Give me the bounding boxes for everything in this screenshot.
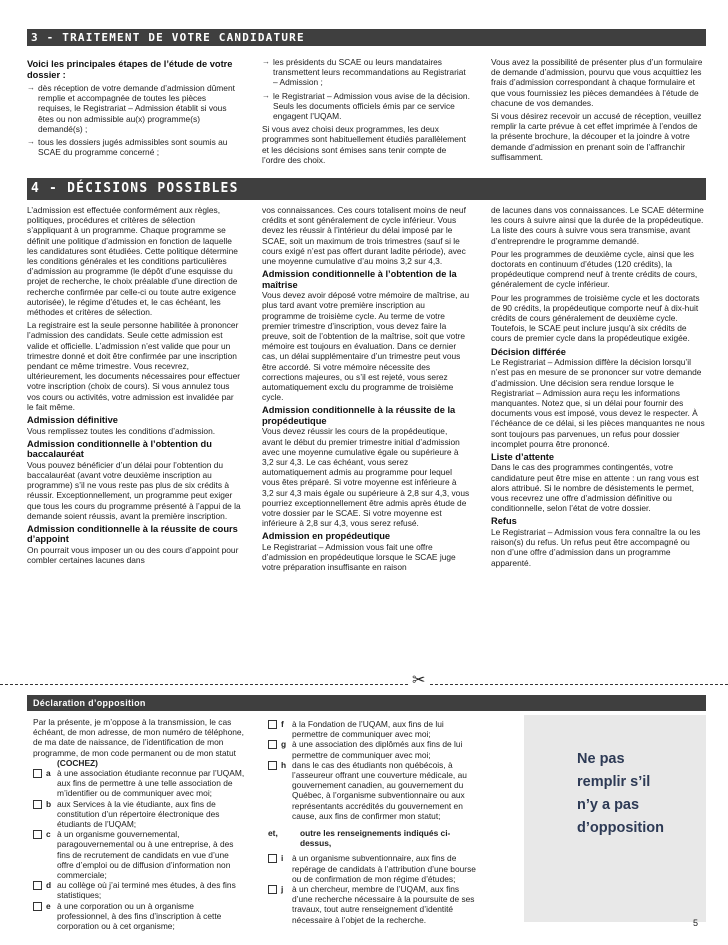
declaration-title: Déclaration d’opposition: [27, 695, 706, 711]
opposition-text-d: au collège où j’ai terminé mes études, à des fins statistiques;: [57, 880, 236, 901]
et-text: outre les renseignements indiqués ci-dessus,: [300, 828, 451, 849]
notice-line-4: d’opposition: [577, 820, 664, 836]
dashed-divider: [0, 684, 728, 685]
letter-h: h: [281, 759, 287, 770]
section3-col2: [262, 57, 470, 168]
section3-step-1: → dès réception de votre demande d’admission dûment remplie et accompagnée de toutes les pièces requises, le Registrariat – Admission établit si vous êtes ou non admissible au(x) programme(s) demandé(s) ;: [27, 83, 235, 134]
scissors-icon: ✂: [408, 672, 429, 690]
opposition-item-d: [33, 880, 245, 900]
text-decision-differee: Le Registrariat – Admission diffère la décision lorsqu’il n’est pas en mesure de se prononcer sur votre demande d’admission. Une décision sera rendue lorsque le Registrariat – Admission aura reçu les informations manquantes. Notez que, si un délai pour fournir des documents vous est imposé, vous devez le respecter. À l’échéance de ce délai, si les pièces manquantes ne nous sont toujours pas parvenues, un refus pour dossier incomplet pourra être prononcé.: [491, 357, 705, 449]
heading-conditionnelle-maitrise: Admission conditionnelle à l’obtention de la maîtrise: [262, 269, 457, 290]
opposition-text-g: à une association des diplômés aux fins de lui permettre de communiquer avec moi;: [292, 739, 463, 760]
declaration-col1: [33, 717, 245, 931]
heading-en-propedeutique: Admission en propédeutique: [262, 531, 391, 542]
section3-col3-para-2: Si vous désirez recevoir un accusé de réception, veuillez remplir la carte prévue à cet effet imprimée à l’endos de la présente brochure, la découper et la joindre à votre demande d’admission en prenant soin de l’affranchir suffisamment.: [491, 111, 702, 162]
text-liste-attente: Dans le cas des programmes contingentés, votre candidature peut être mise en attente : un rang vous est alors attribué. Si le nombre de désistements le permet, vous recevrez une offre d’admission définitive ou conditionnelle, selon l’état de votre dossier.: [491, 462, 699, 514]
checkbox-d[interactable]: [33, 881, 42, 890]
page-number: 5: [693, 918, 699, 928]
section3-step-3: → les présidents du SCAE ou leurs mandataires transmettent leurs recommandations au Registrariat – Admission ;: [262, 57, 470, 88]
heading-conditionnelle-bac: Admission conditionnelle à l’obtention du baccalauréat: [27, 438, 212, 460]
opposition-text-b: aux Services à la vie étudiante, aux fins de constitution d’un répertoire électronique des étudiants de l’UQAM;: [57, 798, 220, 830]
opposition-text-c: à un organisme gouvernemental, paragouvernemental ou à une entreprise, à des fins de recrutement de candidats en vue d’une offre d’emploi ou de diffusion d’information non commerciale;: [57, 829, 234, 881]
declaration-intro: Par la présente, je m’oppose à la transmission, le cas échéant, de mon adresse, de mon numéro de téléphone, de ma date de naissance, de l’identification de mon programme, de mon code permanent ou de mon statut: [33, 717, 244, 758]
text-appoint-continued: vos connaissances. Ces cours totalisent moins de neuf crédits et sont généralement de cycle inférieur. Vous devez les réussir à l’intérieur du délai imposé par le SCAE, soit un maximum de trois trimestres (sauf si le cours exigé n’est pas offert durant ladite période), avec une moyenne cumulative d’au moins 3,2 sur 4,3.: [262, 205, 466, 267]
opposition-item-g: [268, 739, 478, 759]
opposition-item-i: [268, 853, 478, 884]
opposition-text-a: à une association étudiante reconnue par l’UQAM, aux fins de permettre à une telle association de m’identifier ou de communiquer avec moi;: [57, 768, 245, 799]
text-admission-definitive: Vous remplissez toutes les conditions d’admission.: [27, 425, 216, 436]
text-conditionnelle-bac: Vous pouvez bénéficier d’un délai pour l’obtention du baccalauréat (avant votre deuxième inscription au programme) s’il ne vous reste pas plus de six crédits à réussir. Exceptionnellement, un programme peut exiger que tous les cours du programme présenté à l’appui de la demande soient réussis, avant la première inscription.: [27, 459, 241, 521]
cochez-label: (COCHEZ): [57, 757, 98, 768]
text-conditionnelle-maitrise: Vous devez avoir déposé votre mémoire de maîtrise, au plus tard avant votre première inscription au programme de troisième cycle. Au terme de votre premier trimestre d’inscription, vous devez faire la preuve, soit de l’obtention de la maîtrise, soit que votre mémoire est toujours en évaluation. Dans ce dernier cas, un délai supplémentaire d’un trimestre peut vous être accordé. Si votre mémoire nécessite des corrections majeures, ou s’il est rejeté, vous serez automatiquement exclu du programme de troisième cycle.: [262, 290, 470, 403]
opposition-text-j: à un chercheur, membre de l’UQAM, aux fins d’une recherche nécessaire à la poursuite de ses travaux, tout autre renseignement d’identité nécessaire à l’objet de la recherche.: [292, 884, 475, 925]
text-refus: Le Registrariat – Admission vous fera connaître la ou les raison(s) du refus. Un refus peut être accompagné ou non d’une offre d’admission dans un programme apparenté.: [491, 526, 701, 568]
section4-col2: [262, 205, 470, 576]
text-propedeutique-deuxieme-cycle: Pour les programmes de deuxième cycle, ainsi que les doctorats en continuum d’études (120 crédits), la propédeutique comprend neuf à trente crédits de cours, généralement de cycle inférieur.: [491, 248, 698, 290]
declaration-col2: [268, 719, 478, 925]
checkbox-a[interactable]: [33, 769, 42, 778]
letter-i: i: [281, 853, 284, 864]
letter-b: b: [46, 798, 52, 809]
letter-j: j: [281, 884, 284, 895]
notice-line-2: remplir s’il: [577, 774, 651, 790]
heading-liste-attente: Liste d’attente: [491, 451, 555, 462]
section4-title: 4 - DÉCISIONS POSSIBLES: [27, 178, 706, 200]
letter-f: f: [281, 719, 284, 729]
checkbox-h[interactable]: [268, 761, 277, 770]
section3-col3-para-1: Vous avez la possibilité de présenter plus d’un formulaire de demande d’admission, pourvu que vous acquittiez les frais d’admission correspondant à chaque formulaire et que vous fournissiez les pièces demandées à l’étude de chacune de vos demandes.: [491, 57, 703, 108]
opposition-item-c: [33, 829, 245, 880]
text-propedeutique-continued: de lacunes dans vos connaissances. Le SCAE détermine les cours à suivre ainsi que la durée de la propédeutique. La liste des cours à suivre vous sera transmise, avant d’entreprendre le programme demandé.: [491, 205, 704, 246]
checkbox-b[interactable]: [33, 800, 42, 809]
opposition-item-a: [33, 768, 245, 799]
section3-col1: [27, 57, 235, 160]
section3-col2-para: Si vous avez choisi deux programmes, les deux programmes sont habituellement étudiés parallèlement et les décisions sont émises sans tenir compte de l’ordre des choix.: [262, 124, 466, 165]
text-conditionnelle-propedeutique: Vous devez réussir les cours de la propédeutique, avant le début du premier trimestre initial d’admission avec une moyenne cumulative égale ou supérieure à 3,2 sur 4,3. Le cas échéant, vous serez automatiquement admis au programme pour lequel vous êtes préparé. Si votre moyenne est inférieure à 3,2 sur 4,3 mais égale ou supérieure à 2,8 sur 4,3, vous pourriez exceptionnellement être admis après étude de votre dossier par le SCAE. Si votre moyenne est inférieure à 2,8 sur 4,3, vous serez refusé.: [262, 426, 470, 529]
heading-decision-differee: Décision différée: [491, 346, 566, 357]
section4-registraire-para: La registraire est la seule personne habilitée à prononcer l’admission des candidats. Seule cette admission est valide et officielle. L’admission n’est valide que pour un trimestre donné et doit être confirmée par une inscription pendant ce même trimestre. Vous recevrez, ultérieurement, les documents nécessaires pour effectuer votre inscription (choix de cours). Si vous annulez tous vos cours ou activités, votre admission est invalidée par le fait même.: [27, 320, 241, 412]
opposition-item-h: [268, 760, 478, 821]
opposition-text-h: dans le cas des étudiants non québécois, à l’asseureur offrant une couverture médicale, au gouvernement canadien, au gouvernement du Québec, à l’organisme subventionnaire ou aux représentants accrédités du gouvernement en cause, aux fins de confirmer mon statut;: [292, 759, 467, 821]
checkbox-g[interactable]: [268, 740, 277, 749]
opposition-item-j: [268, 884, 478, 925]
section4-intro: L’admission est effectuée conformément aux règles, politiques, procédures et critères de sélection s’appliquant à un programme. Chaque programme se définit une politique d’admission en fonction de laquelle les candidatures sont étudiées. Cette politique détermine les conditions générales et les conditions particulières d’admission au programme (le dépôt d’une esquisse du projet de recherche, le choix préalable d’une direction de recherche confirmée par celle-ci ou toute autre exigence autorisée), le régime d’études et, le cas échéant, les méthodes et critères de sélection.: [27, 205, 238, 318]
heading-refus: Refus: [491, 516, 517, 527]
letter-c: c: [46, 829, 51, 840]
notice-line-3: n’y a pas: [577, 797, 640, 813]
heading-conditionnelle-propedeutique: Admission conditionnelle à la réussite de la propédeutique: [262, 405, 456, 426]
text-conditionnelle-appoint: On pourrait vous imposer un ou des cours d’appoint pour combler certaines lacunes dans: [27, 544, 239, 566]
opposition-text-f: à la Fondation de l’UQAM, aux fins de lui permettre de communiquer avec moi;: [292, 719, 444, 740]
opposition-item-b: [33, 799, 245, 830]
section3-col3: [491, 57, 706, 165]
notice-line-1: Ne pas: [577, 751, 625, 767]
section3-title: 3 - TRAITEMENT DE VOTRE CANDIDATURE: [27, 29, 706, 46]
heading-admission-definitive: Admission définitive: [27, 415, 118, 426]
checkbox-e[interactable]: [33, 902, 42, 911]
checkbox-i[interactable]: [268, 854, 277, 863]
cut-line: [0, 672, 728, 690]
checkbox-c[interactable]: [33, 830, 42, 839]
opposition-item-e: [33, 901, 245, 932]
notice-text: [577, 748, 697, 840]
letter-a: a: [46, 768, 51, 779]
section3-step-2: → tous les dossiers jugés admissibles sont soumis au SCAE du programme concerné ;: [27, 137, 235, 157]
text-en-propedeutique: Le Registrariat – Admission vous fait une offre d’admission en propédeutique lorsque le SCAE juge votre préparation insuffisante en raison: [262, 541, 456, 573]
et-label: et,: [268, 828, 278, 839]
letter-e: e: [46, 900, 51, 911]
et-clause: [268, 828, 478, 848]
letter-g: g: [281, 739, 287, 750]
section3-col1-heading: Voici les principales étapes de l’étude de votre dossier :: [27, 59, 233, 80]
notice-box: [524, 715, 706, 922]
heading-conditionnelle-appoint: Admission conditionnelle à la réussite de cours d’appoint: [27, 523, 238, 545]
checkbox-j[interactable]: [268, 885, 277, 894]
section3-step-4: → le Registrariat – Admission vous avise de la décision. Seuls les documents officiels émis par ce service engagent l’UQAM.: [262, 91, 470, 122]
opposition-text-e: à une corporation ou un à organisme professionnel, à des fins d’inscription à cette corporation ou à cet organisme;: [57, 900, 222, 932]
letter-d: d: [46, 880, 52, 891]
section4-col1: [27, 205, 241, 568]
text-propedeutique-troisieme-cycle: Pour les programmes de troisième cycle et les doctorats de 90 crédits, la propédeutique comporte neuf à dix-huit crédits de cours généralement de deuxième cycle. Toutefois, le SCAE peut inclure jusqu’à six crédits de cours de premier cycle dans la propédeutique exigée.: [491, 292, 700, 344]
checkbox-f[interactable]: [268, 720, 277, 729]
section4-col3: [491, 205, 706, 571]
opposition-item-f: [268, 719, 478, 739]
opposition-text-i: à un organisme subventionnaire, aux fins de repérage de candidats à l’attribution d’une bourse ou de confirmation de mon régime d’études;: [292, 853, 476, 884]
